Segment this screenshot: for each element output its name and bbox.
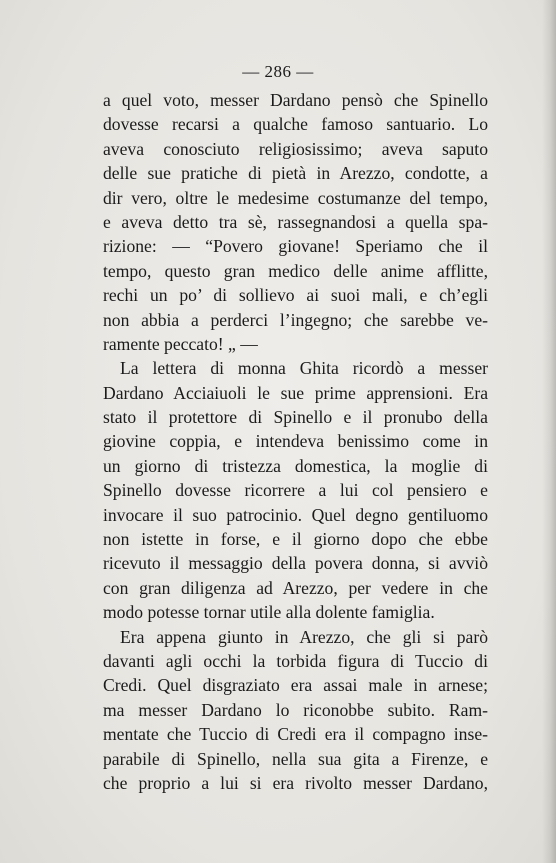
text-line: Dardano Acciaiuoli le sue prime apprensioni. Era bbox=[103, 382, 488, 403]
text-line: tempo, questo gran medico delle anime afflitte, bbox=[103, 260, 488, 281]
text-line: un giorno di tristezza domestica, la moglie di bbox=[103, 455, 488, 476]
page-number: — 286 — bbox=[242, 62, 314, 81]
text-line: Spinello dovesse ricorrere a lui col pensiero e bbox=[103, 480, 488, 501]
page-edge-shadow bbox=[542, 0, 556, 863]
text-line: ricevuto il messaggio della povera donna, si avviò bbox=[103, 553, 488, 574]
text-line: La lettera di monna Ghita ricordò a messer bbox=[120, 358, 488, 379]
text-line: Era appena giunto in Arezzo, che gli si parò bbox=[120, 626, 488, 647]
text-line: giovine coppia, e intendeva benissimo come in bbox=[103, 431, 488, 452]
text-line: rizione: — “Povero giovane! Speriamo che il bbox=[103, 236, 488, 257]
text-line: Credi. Quel disgraziato era assai male in arnese; bbox=[103, 675, 488, 696]
text-line: con gran diligenza ad Arezzo, per vedere in che bbox=[103, 577, 488, 598]
text-line: dir vero, oltre le medesime costumanze del tempo, bbox=[103, 187, 488, 208]
text-line: modo potesse tornar utile alla dolente famiglia. bbox=[103, 602, 435, 623]
text-line: invocare il suo patrocinio. Quel degno gentiluomo bbox=[103, 504, 488, 525]
text-line: ramente peccato! „ — bbox=[103, 333, 258, 354]
text-line: davanti agli occhi la torbida figura di Tuccio di bbox=[103, 650, 488, 671]
text-line: a quel voto, messer Dardano pensò che Spinello bbox=[103, 90, 488, 110]
text-line: delle sue pratiche di pietà in Arezzo, condotte, a bbox=[103, 163, 488, 184]
text-line: parabile di Spinello, nella sua gita a Firenze, e bbox=[103, 748, 488, 769]
body-text bbox=[103, 88, 488, 795]
text-line: non istette in forse, e il giorno dopo che ebbe bbox=[103, 529, 488, 550]
text-line: mentate che Tuccio di Credi era il compagno inse- bbox=[103, 724, 488, 745]
text-line: che proprio a lui si era rivolto messer Dardano, bbox=[103, 772, 488, 793]
text-line: dovesse recarsi a qualche famoso santuario. Lo bbox=[103, 114, 488, 135]
text-line: aveva conosciuto religiosissimo; aveva saputo bbox=[103, 138, 488, 159]
text-line: e aveva detto tra sè, rassegnandosi a quella spa- bbox=[103, 211, 488, 232]
text-line: stato il protettore di Spinello e il pronubo della bbox=[103, 407, 488, 428]
text-line: ma messer Dardano lo riconobbe subito. Ram- bbox=[103, 699, 488, 720]
text-line: non abbia a perderci l’ingegno; che sarebbe ve- bbox=[103, 309, 488, 330]
text-line: rechi un po’ di sollievo ai suoi mali, e ch’egli bbox=[103, 285, 488, 306]
